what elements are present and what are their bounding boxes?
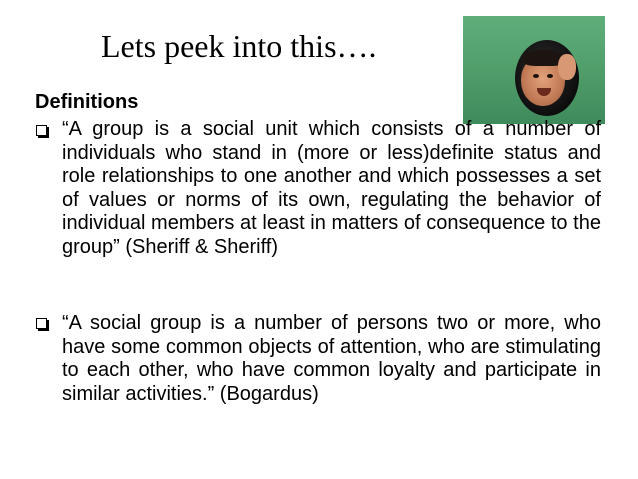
photo-child-eye-right [547,74,553,78]
definitions-heading: Definitions [35,91,139,113]
photo-child-eye-left [533,74,539,78]
child-peeking-photo [463,16,605,124]
definition-bogardus: “A social group is a number of persons two or more, who have some common objects of attention, who are stimulating to each other, who have common loyalty and participate in similar activities.” (Bogardus) [62,312,601,405]
square-bullet-icon [36,125,47,136]
slide-title: Lets peek into this…. [101,28,377,64]
photo-child-hand [558,54,576,80]
definition-sheriff: “A group is a social unit which consists of a number of individuals who stand in (more or less)definite status and role relationships to one another and which possesses a set of values or norms of its own, regulating the behavior of individual members at least in matters of consequence to the group” (Sheriff & Sheriff) [62,118,601,258]
square-bullet-icon [36,318,47,329]
